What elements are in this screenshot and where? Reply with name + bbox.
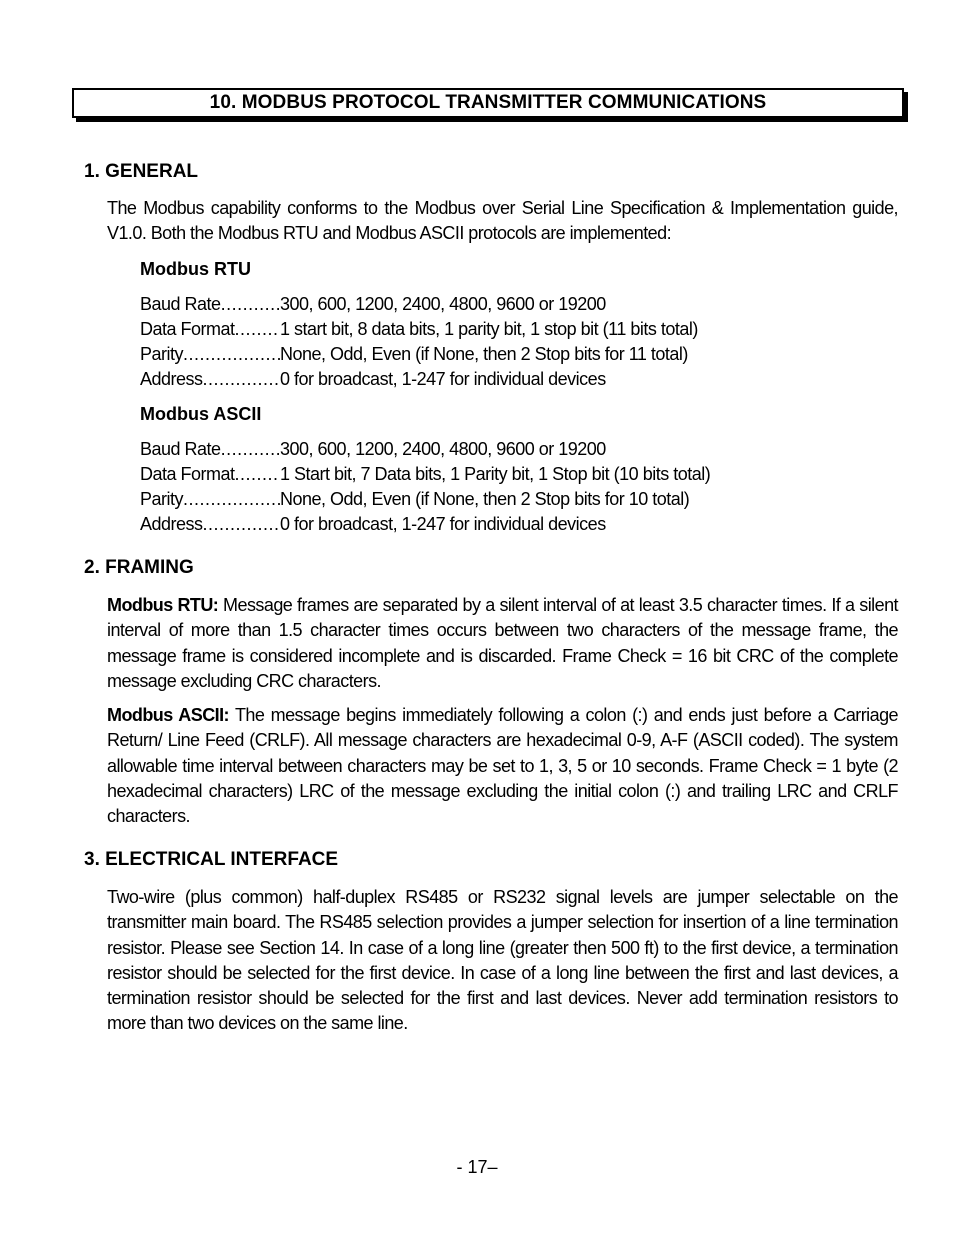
spec-value: 1 start bit, 8 data bits, 1 parity bit, 1 stop bit (11 bits total) [280, 319, 698, 339]
spec-label: Data Format [140, 464, 235, 484]
spec-row [140, 437, 840, 462]
leader-dots [235, 317, 280, 342]
framing-rtu-label: Modbus RTU: [107, 595, 219, 615]
spec-label: Address [140, 514, 203, 534]
general-intro-paragraph: The Modbus capability conforms to the Modbus over Serial Line Specification & Implementation guide, V1.0. Both the Modbus RTU and Modbus ASCII protocols are implemented: [107, 198, 898, 244]
electrical-interface-paragraph: Two-wire (plus common) half-duplex RS485 or RS232 signal levels are jumper selectable on the transmitter main board. The RS485 selection provides a jumper selection for insertion of a line termination resistor. Please see Section 14. In case of a long line (greater then 500 ft) to the first device, a termination resistor should be selected for the first device. In case of a long line between the first and last devices, a termination resistor should be selected for the first and last devices. Never add termination resistors to more than two devices on the same line. [107, 887, 898, 1034]
spec-value: 0 for broadcast, 1-247 for individual devices [280, 369, 606, 389]
spec-label: Address [140, 369, 203, 389]
leader-dots [221, 437, 280, 462]
spec-value: None, Odd, Even (if None, then 2 Stop bits for 10 total) [280, 489, 690, 509]
modbus-ascii-spec-list [140, 437, 840, 537]
leader-dots [183, 487, 280, 512]
page-number: - 17– [456, 1157, 498, 1177]
leader-dots [203, 512, 280, 537]
spec-value: 0 for broadcast, 1-247 for individual devices [280, 514, 606, 534]
chapter-title: 10. MODBUS PROTOCOL TRANSMITTER COMMUNICATIONS [209, 92, 767, 113]
spec-value: None, Odd, Even (if None, then 2 Stop bits for 11 total) [280, 344, 688, 364]
chapter-title-box [72, 88, 904, 118]
spec-label: Baud Rate [140, 294, 221, 314]
framing-ascii-paragraph [107, 703, 898, 829]
spec-label: Baud Rate [140, 439, 221, 459]
spec-row [140, 512, 840, 537]
leader-dots [183, 342, 280, 367]
framing-ascii-label: Modbus ASCII: [107, 705, 230, 725]
spec-value: 300, 600, 1200, 2400, 4800, 9600 or 19200 [280, 439, 606, 459]
section-heading-electrical-interface: 3. ELECTRICAL INTERFACE [84, 849, 339, 870]
spec-label: Parity [140, 344, 184, 364]
section-heading-general: 1. GENERAL [84, 161, 199, 182]
leader-dots [235, 462, 280, 487]
modbus-rtu-spec-list [140, 292, 840, 392]
spec-value: 300, 600, 1200, 2400, 4800, 9600 or 19200 [280, 294, 606, 314]
modbus-rtu-subheading: Modbus RTU [140, 259, 251, 279]
framing-rtu-paragraph [107, 593, 898, 694]
leader-dots [221, 292, 280, 317]
framing-rtu-text: Message frames are separated by a silent interval of at least 3.5 character times. If a silent interval of more than 1.5 character times occurs between two characters of the message frame, the message frame is considered incomplete and is discarded. Frame Check = 16 bit CRC of the complete message excluding CRC characters. [107, 595, 898, 691]
spec-row [140, 292, 840, 317]
leader-dots [203, 367, 280, 392]
spec-row [140, 367, 840, 392]
spec-label: Data Format [140, 319, 235, 339]
spec-row [140, 342, 840, 367]
modbus-ascii-subheading: Modbus ASCII [140, 404, 262, 424]
spec-value: 1 Start bit, 7 Data bits, 1 Parity bit, 1 Stop bit (10 bits total) [280, 464, 711, 484]
spec-row [140, 317, 840, 342]
spec-label: Parity [140, 489, 184, 509]
spec-row [140, 462, 840, 487]
framing-ascii-text: The message begins immediately following a colon (:) and ends just before a Carriage Return/ Line Feed (CRLF). All message characters are hexadecimal 0-9, A-F (ASCII coded). The system allowable time interval between characters may be set to 1, 3, 5 or 10 seconds. Frame Check = 1 byte (2 hexadecimal characters) LRC of the message excluding the initial colon (:) and trailing LRC and CRLF characters. [107, 705, 899, 827]
spec-row [140, 487, 840, 512]
section-heading-framing: 2. FRAMING [84, 557, 194, 578]
